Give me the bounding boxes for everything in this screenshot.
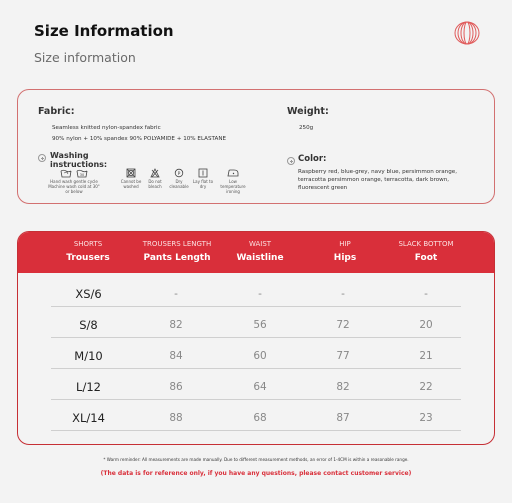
- fabric-line-1: Seamless knitted nylon-spandex fabric: [52, 125, 161, 131]
- color-line-2: terracotta persimmon orange, terracotta, dark brown,: [298, 177, 450, 183]
- dry-clean-label: Dry cleanable: [169, 179, 189, 189]
- value-cell: 22: [419, 381, 433, 393]
- care-item-wash: [46, 168, 102, 194]
- value-cell: 68: [253, 412, 267, 424]
- care-item-dry-clean: [166, 168, 192, 189]
- table-row: [51, 375, 461, 400]
- hand-wash-icon: [60, 168, 72, 178]
- table-row: [51, 406, 461, 431]
- column-header-top: HIP: [339, 240, 351, 248]
- value-cell: 23: [419, 412, 433, 424]
- weight-value: 250g: [299, 125, 314, 131]
- column-header-bottom: Hips: [333, 253, 357, 263]
- machine-wash-icon: [76, 168, 88, 178]
- size-cell: XS/6: [75, 287, 102, 301]
- value-cell: 21: [419, 350, 433, 362]
- column-header-top: TROUSERS LENGTH: [142, 240, 212, 248]
- value-cell: -: [341, 288, 345, 300]
- fabric-line-2: 90% nylon + 10% spandex 90% POLYAMIDE + 10% ELASTANE: [52, 136, 227, 142]
- column-header-waist: [225, 232, 295, 263]
- color-label: Color:: [298, 154, 327, 164]
- column-header-bottom: Foot: [414, 253, 438, 263]
- care-item-no-bleach: [142, 168, 168, 189]
- column-header-bottom: Waistline: [236, 253, 284, 263]
- care-item-line-dry: [190, 168, 216, 189]
- no-wash-label: Cannot be washed: [120, 179, 142, 189]
- size-table: [17, 231, 495, 445]
- value-cell: 84: [169, 350, 183, 362]
- column-header-top: WAIST: [248, 240, 272, 248]
- column-header-length: [136, 232, 218, 263]
- care-item-no-wash: [118, 168, 144, 189]
- weight-label: Weight:: [287, 106, 329, 117]
- table-row: [51, 313, 461, 338]
- size-cell: L/12: [76, 380, 101, 394]
- washing-label-line-2: instructions:: [50, 160, 108, 169]
- column-header-bottom: Pants Length: [143, 253, 211, 263]
- iron-low-icon: [216, 168, 250, 178]
- value-cell: 82: [336, 381, 350, 393]
- value-cell: 20: [419, 319, 433, 331]
- table-row: [51, 282, 461, 307]
- measurement-note: * Warm reminder: All measurements are made manually. Due to different measurement methods, an error of 1-4CM is within a reasonable range.: [103, 457, 409, 462]
- value-cell: -: [258, 288, 262, 300]
- brand-logo-icon: [454, 20, 480, 46]
- disclaimer-text: (The data is for reference only, if you have any questions, please contact customer service): [100, 470, 412, 477]
- value-cell: -: [174, 288, 178, 300]
- value-cell: 72: [336, 319, 350, 331]
- value-cell: 56: [253, 319, 267, 331]
- page-subtitle: Size information: [34, 50, 136, 65]
- plus-circle-icon: [287, 157, 295, 165]
- column-header-top: SHORTS: [73, 240, 103, 248]
- color-line-1: Raspberry red, blue-grey, navy blue, persimmon orange,: [298, 169, 457, 175]
- value-cell: -: [424, 288, 428, 300]
- svg-text:P: P: [177, 171, 181, 177]
- column-header-top: SLACK BOTTOM: [398, 240, 454, 248]
- size-cell: XL/14: [72, 411, 105, 425]
- value-cell: 64: [253, 381, 267, 393]
- no-bleach-icon: [142, 168, 168, 178]
- dry-clean-icon: [166, 168, 192, 178]
- care-item-iron: [216, 168, 250, 194]
- value-cell: 88: [169, 412, 183, 424]
- size-cell: M/10: [74, 349, 103, 363]
- column-header-bottom: Trousers: [66, 253, 110, 263]
- hand-wash-label: Hand wash gentle cycle Machine wash cold at 30° or below: [48, 179, 100, 194]
- value-cell: 77: [336, 350, 350, 362]
- value-cell: 87: [336, 412, 350, 424]
- value-cell: 60: [253, 350, 267, 362]
- column-header-shorts: [48, 232, 128, 263]
- washing-label-line-1: Washing: [50, 151, 89, 160]
- line-dry-icon: [190, 168, 216, 178]
- column-header-foot: [386, 232, 466, 263]
- value-cell: 86: [169, 381, 183, 393]
- column-header-hip: [310, 232, 380, 263]
- page-title: Size Information: [34, 22, 174, 40]
- table-header: [18, 232, 494, 273]
- table-row: [51, 344, 461, 369]
- line-dry-label: Lay flat to dry: [192, 179, 214, 189]
- plus-circle-icon: [38, 154, 46, 162]
- iron-label: Low temperature ironing: [220, 179, 246, 194]
- svg-text:30: 30: [79, 173, 85, 177]
- color-line-3: fluorescent green: [298, 185, 348, 191]
- no-bleach-label: Do not bleach: [148, 179, 162, 189]
- no-tumble-dry-icon: [118, 168, 144, 178]
- care-icons-row: [32, 168, 272, 198]
- fabric-label: Fabric:: [38, 106, 75, 117]
- size-cell: S/8: [79, 318, 98, 332]
- value-cell: 82: [169, 319, 183, 331]
